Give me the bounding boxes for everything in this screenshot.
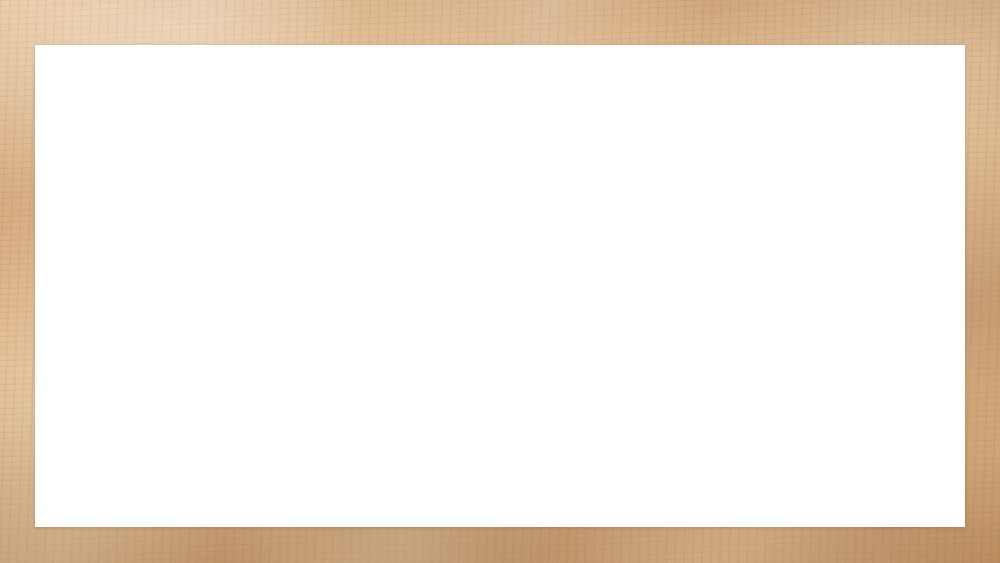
content-card (35, 45, 965, 527)
